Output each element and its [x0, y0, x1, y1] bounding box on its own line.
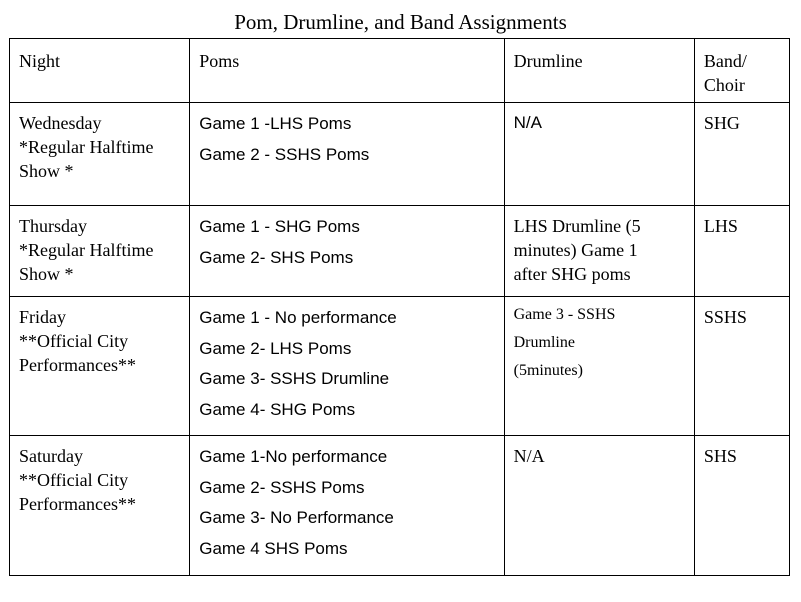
night-cell: Wednesday *Regular Halftime Show * — [10, 103, 190, 206]
poms-cell — [190, 206, 504, 297]
night-cell: Thursday *Regular Halftime Show * — [10, 206, 190, 297]
page-title: Pom, Drumline, and Band Assignments — [234, 10, 567, 34]
table-row — [10, 297, 790, 436]
assignments-table — [9, 38, 790, 576]
night-cell: Saturday **Official City Performances** — [10, 436, 190, 576]
header-band-line2: Choir — [703, 75, 745, 95]
drumline-cell: Game 3 - SSHS Drumline (5minutes) — [504, 297, 694, 436]
poms-cell — [190, 103, 504, 206]
table-header-row — [10, 39, 790, 103]
drumline-cell: N/A — [504, 103, 694, 206]
band-cell: SHG — [694, 103, 789, 206]
band-cell: SHS — [694, 436, 789, 576]
night-cell: Friday **Official City Performances** — [10, 297, 190, 436]
poms-entry: Game 3- SSHS Drumline — [199, 369, 390, 388]
header-band-choir — [694, 39, 789, 103]
poms-entry: Game 1 - No performance — [199, 308, 397, 327]
drumline-cell: N/A — [504, 436, 694, 576]
header-band-line1: Band/ — [703, 51, 747, 71]
poms-entry: Game 1-No performance — [199, 447, 388, 466]
poms-entry: Game 2- SHS Poms — [199, 247, 354, 267]
poms-cell — [190, 436, 504, 576]
table-row — [10, 206, 790, 297]
band-cell: SSHS — [694, 297, 789, 436]
table-row — [10, 436, 790, 576]
poms-entry: Game 3- No Performance — [199, 508, 394, 527]
poms-entry: Game 2 - SSHS Poms — [199, 144, 370, 164]
header-poms: Poms — [190, 39, 504, 103]
band-cell: LHS — [694, 206, 789, 297]
table-row — [10, 103, 790, 206]
header-night: Night — [10, 39, 190, 103]
poms-entry: Game 4- SHG Poms — [199, 399, 356, 419]
poms-entry: Game 2- SSHS Poms — [199, 477, 365, 497]
poms-entry: Game 4 SHS Poms — [199, 538, 348, 558]
poms-entry: Game 2- LHS Poms — [199, 338, 352, 358]
header-drumline: Drumline — [504, 39, 694, 103]
poms-cell — [190, 297, 504, 436]
drumline-cell: LHS Drumline (5 minutes) Game 1 after SHG poms — [504, 206, 694, 297]
poms-entry: Game 1 -LHS Poms — [199, 114, 352, 133]
poms-entry: Game 1 - SHG Poms — [199, 217, 360, 236]
